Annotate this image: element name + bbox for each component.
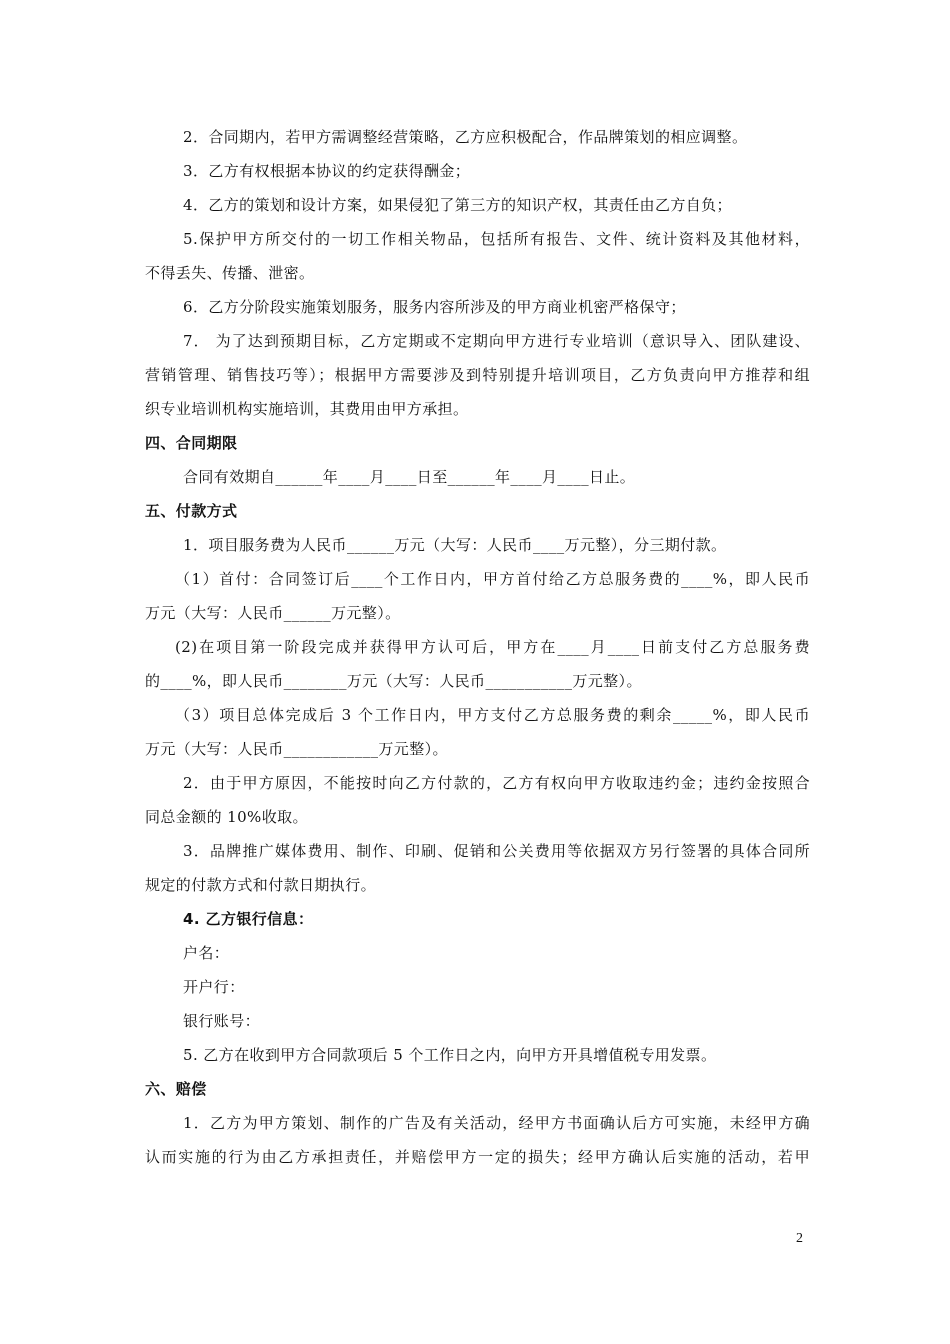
term-period-line: 合同有效期自______年____月____日至______年____月____日止。 [183,468,636,486]
clause-2-line: 2．合同期内，若甲方需调整经营策略，乙方应积极配合，作品牌策划的相应调整。 [183,128,748,146]
clause-7-line-2: 营销管理、销售技巧等）；根据甲方需要涉及到特别提升培训项目，乙方负责向甲方推荐和组 [145,366,810,384]
payment-item-3-line-1: 3．品牌推广媒体费用、制作、印刷、促销和公关费用等依据双方另行签署的具体合同所 [183,842,810,860]
section-heading-payment: 五、付款方式 [145,502,238,520]
section-heading-compensation: 六、赔偿 [145,1080,207,1098]
payment-sub-2-line-1: (2)在项目第一阶段完成并获得甲方认可后，甲方在____月____日前支付乙方总服务费 [175,638,810,656]
account-number-line: 银行账号： [183,1012,261,1030]
payment-item-3-line-2: 规定的付款方式和付款日期执行。 [145,876,377,894]
clause-4-line: 4．乙方的策划和设计方案，如果侵犯了第三方的知识产权，其责任由乙方自负； [183,196,732,214]
clause-7-line-1: 7． 为了达到预期目标，乙方定期或不定期向甲方进行专业培训（意识导入、团队建设、 [183,332,810,350]
clause-5-line-1: 5.保护甲方所交付的一切工作相关物品，包括所有报告、文件、统计资料及其他材料， [183,230,810,248]
clause-7-line-3: 织专业培训机构实施培训，其费用由甲方承担。 [145,400,469,418]
payment-sub-3-line-1: （3）项目总体完成后 3 个工作日内，甲方支付乙方总服务费的剩余_____%，即人民币 [175,706,810,724]
clause-5-line-2: 不得丢失、传播、泄密。 [145,264,315,282]
payment-item-2-line-1: 2．由于甲方原因，不能按时向乙方付款的，乙方有权向甲方收取违约金；违约金按照合 [183,774,810,792]
payment-sub-1-line-2: 万元（大写：人民币______万元整）。 [145,604,401,622]
payment-sub-3-line-2: 万元（大写：人民币____________万元整）。 [145,740,448,758]
clause-3-line: 3．乙方有权根据本协议的约定获得酬金； [183,162,471,180]
clause-6-line: 6．乙方分阶段实施策划服务，服务内容所涉及的甲方商业机密严格保守； [183,298,686,316]
payment-item-2-line-2: 同总金额的 10%收取。 [145,808,308,826]
bank-info-heading: 4. 乙方银行信息： [183,910,314,928]
document-page [145,120,810,1174]
payment-sub-1-line-1: （1）首付：合同签订后____个工作日内，甲方首付给乙方总服务费的____%，即人民币 [175,570,810,588]
account-name-line: 户名： [183,944,230,962]
section-heading-term: 四、合同期限 [145,434,238,452]
bank-name-line: 开户行： [183,978,245,996]
compensation-item-1-line-2: 认而实施的行为由乙方承担责任，并赔偿甲方一定的损失；经甲方确认后实施的活动，若甲 [145,1148,810,1166]
compensation-item-1-line-1: 1．乙方为甲方策划、制作的广告及有关活动，经甲方书面确认后方可实施，未经甲方确 [183,1114,810,1132]
page-number: 2 [796,1231,803,1246]
payment-item-1-line: 1．项目服务费为人民币______万元（大写：人民币____万元整），分三期付款。 [183,536,727,554]
payment-sub-2-line-2: 的____%，即人民币________万元（大写：人民币___________万元整）。 [145,672,642,690]
invoice-line: 5. 乙方在收到甲方合同款项后 5 个工作日之内，向甲方开具增值税专用发票。 [183,1046,717,1064]
